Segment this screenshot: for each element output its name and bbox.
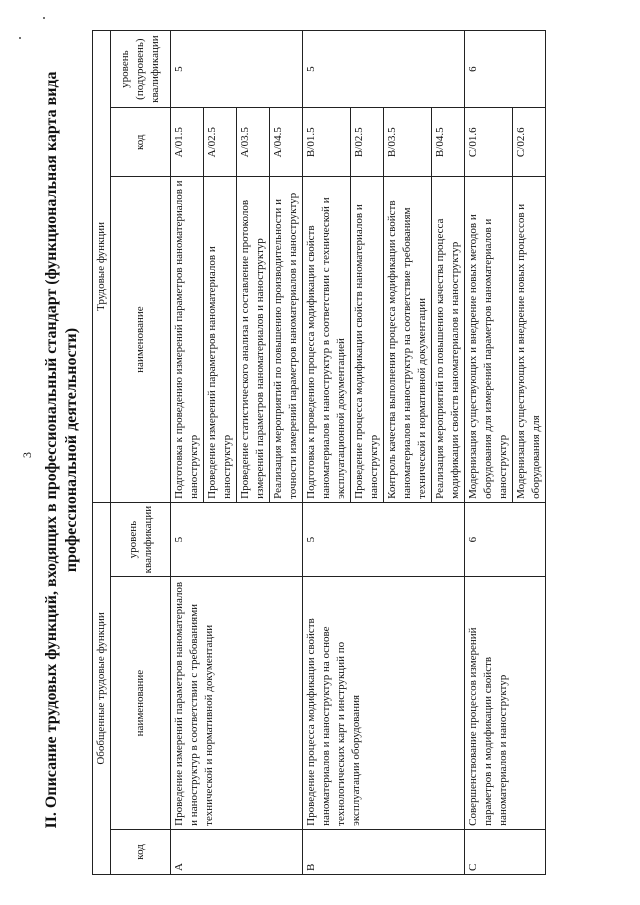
tf-code-cell: B/03.5 <box>384 108 432 177</box>
gtf-level-cell: 5 <box>303 502 465 576</box>
gtf-name-cell: Совершенствование процессов измерений параметров и модификации свойств наноматериалов и наноструктур <box>465 577 546 830</box>
col-header-function-name: наименование <box>111 177 171 503</box>
tf-code-cell: A/04.5 <box>270 108 303 177</box>
gtf-name-cell: Проведение измерений параметров наноматериалов и наноструктур в соответствии с требованиями технической и нормативной документации <box>171 577 303 830</box>
table-row <box>303 31 351 875</box>
table-row <box>465 31 513 875</box>
tf-name-cell: Модернизация существующих и внедрение новых процессов и оборудования для <box>513 177 546 503</box>
tf-name-cell: Подготовка к проведению измерений параметров наноматериалов и наноструктур <box>171 177 204 503</box>
tf-sublevel-cell: 5 <box>303 31 465 108</box>
tf-code-cell: C/01.6 <box>465 108 513 177</box>
tf-code-cell: C/02.6 <box>513 108 546 177</box>
tf-code-cell: B/04.5 <box>432 108 465 177</box>
gtf-code-cell: C <box>465 829 546 874</box>
tf-name-cell: Проведение статистического анализа и составление протоколов измерений параметров наноматериалов и наноструктур <box>237 177 270 503</box>
page-number: 3 <box>20 452 34 458</box>
tf-sublevel-cell: 6 <box>465 31 546 108</box>
col-header-code: код <box>111 829 171 874</box>
tf-code-cell: A/03.5 <box>237 108 270 177</box>
table-row <box>171 31 204 875</box>
tf-code-cell: B/02.5 <box>351 108 384 177</box>
tf-name-cell: Контроль качества выполнения процесса модификации свойств наноматериалов и наноструктур на соответствие требованиям технической и нормативной документации <box>384 177 432 503</box>
gtf-name-cell: Проведение процесса модификации свойств наноматериалов и наноструктур на основе технологических карт и инструкций по эксплуатации оборудования <box>303 577 465 830</box>
col-header-function-code: код <box>111 108 171 177</box>
tf-code-cell: A/01.5 <box>171 108 204 177</box>
tf-name-cell: Реализация мероприятий по повышению производительности и точности измерений параметров наноматериалов и наноструктур <box>270 177 303 503</box>
tf-sublevel-cell: 5 <box>171 31 303 108</box>
tf-name-cell: Реализация мероприятий по повышению качества процесса модификации свойств наноматериалов и наноструктур <box>432 177 465 503</box>
tf-code-cell: A/02.5 <box>204 108 237 177</box>
tf-name-cell: Подготовка к проведению процесса модификации свойств наноматериалов и наноструктур в соответствии с технической и эксплуатационной документацией <box>303 177 351 503</box>
section-title: II. Описание трудовых функций, входящих в профессиональный стандарт (функциональная карта вида профессиональной деятельности) <box>43 71 80 829</box>
labor-functions-header: Трудовые функции <box>93 31 111 503</box>
tf-name-cell: Модернизация существующих и внедрение новых методов и оборудования для измерений параметров наноматериалов и наноструктур <box>465 177 513 503</box>
gtf-code-cell: A <box>171 829 303 874</box>
generalized-functions-header: Обобщенные трудовые функции <box>93 502 111 874</box>
functional-map-table <box>92 30 546 875</box>
col-header-level: уровень квалификации <box>111 502 171 576</box>
tf-name-cell: Проведение процесса модификации свойств наноматериалов и наноструктур <box>351 177 384 503</box>
col-header-name: наименование <box>111 577 171 830</box>
gtf-level-cell: 5 <box>171 502 303 576</box>
gtf-level-cell: 6 <box>465 502 546 576</box>
tf-code-cell: B/01.5 <box>303 108 351 177</box>
gtf-code-cell: B <box>303 829 465 874</box>
tf-name-cell: Проведение измерений параметров наноматериалов и наноструктур <box>204 177 237 503</box>
col-header-sublevel: уровень (подуровень) квалификации <box>111 31 171 108</box>
